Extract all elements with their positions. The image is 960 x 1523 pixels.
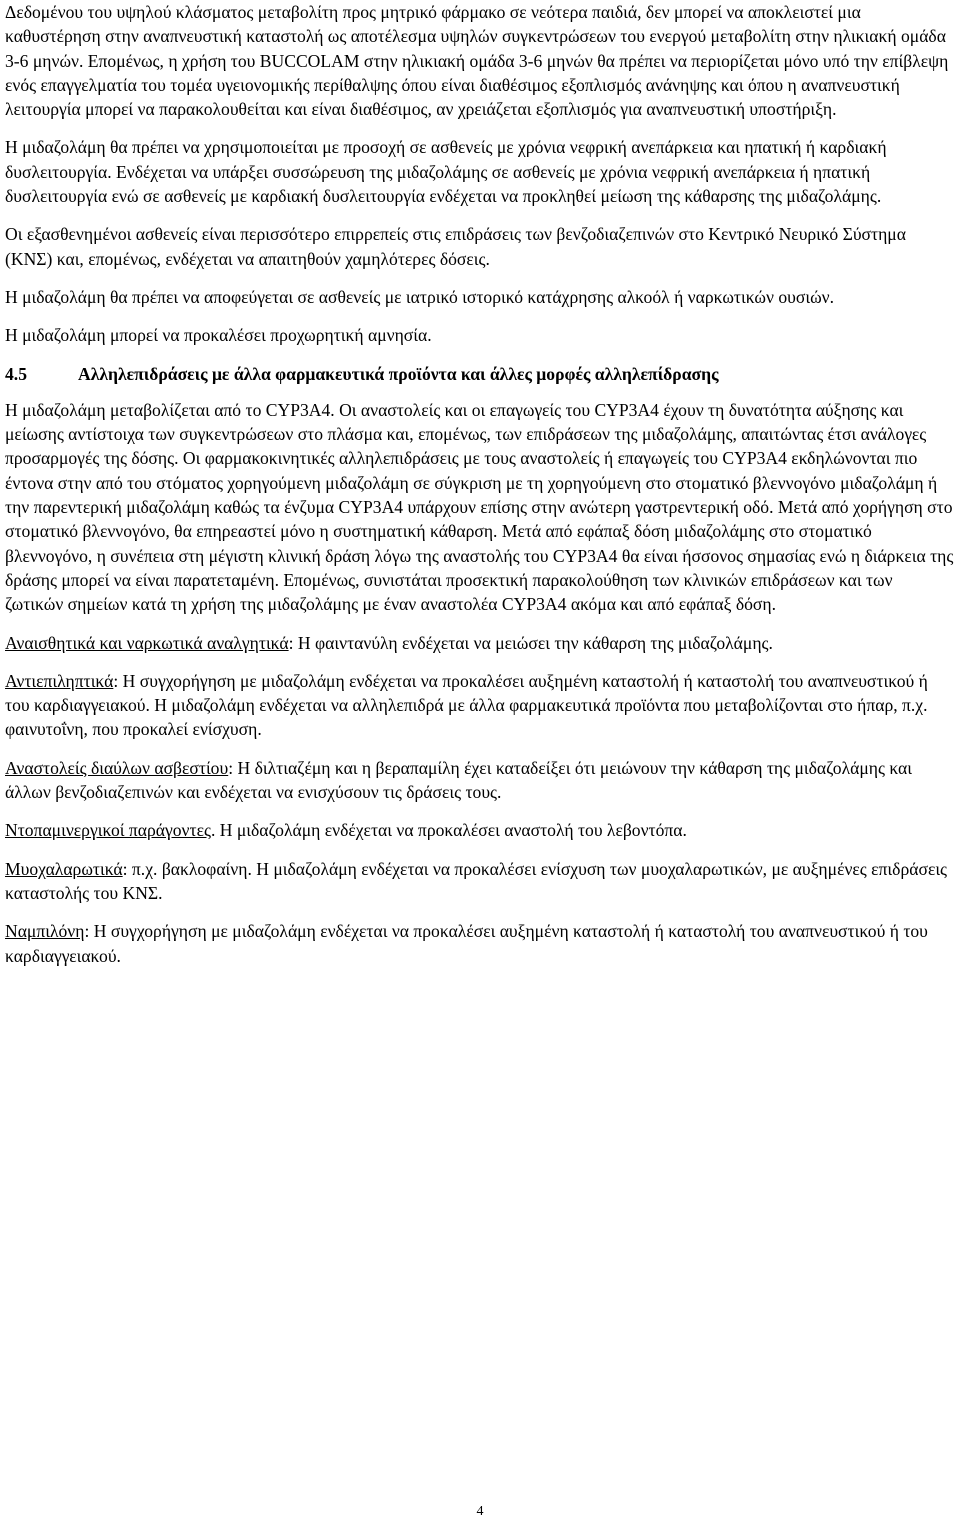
- interaction-term: Ναμπιλόνη: [5, 921, 85, 942]
- interaction-term: Αναστολείς διαύλων ασβεστίου: [5, 757, 229, 778]
- document-page: [5, 0, 955, 982]
- interaction-calcium-channel-blockers: [5, 756, 955, 805]
- paragraph-pediatric-caution: Δεδομένου του υψηλού κλάσματος μεταβολίτη προς μητρικό φάρμακο σε νεότερα παιδιά, δεν μπορεί να αποκλειστεί μια καθυστέρηση στην αναπνευστική καταστολή ως αποτέλεσμα υψηλών συγκεντρώσεων του ενεργού μεταβολίτη στην ηλικιακή ομάδα 3-6 μηνών. Επομένως, η χρήση του BUCCOLAM στην ηλικιακή ομάδα 3-6 μηνών θα πρέπει να περιορίζεται μόνο υπό την επίβλεψη ενός επαγγελματία του τομέα υγειονομικής περίθαλψης όπου είναι διαθέσιμος εξοπλισμός ανάνηψης και όπου η αναπνευστική λειτουργία μπορεί να παρακολουθείται και είναι διαθέσιμος, αν χρειάζεται εξοπλισμός για αναπνευστική υποστήριξη.: [5, 2, 949, 120]
- interaction-nabilone: [5, 919, 955, 968]
- interaction-term: Αντιεπιληπτικά: [5, 670, 114, 691]
- paragraph-debilitated-patients: Οι εξασθενημένοι ασθενείς είναι περισσότερο επιρρεπείς στις επιδράσεις των βενζοδιαζεπινών στο Κεντρικό Νευρικό Σύστημα (ΚΝΣ) και, επομένως, ενδέχεται να απαιτηθούν χαμηλότερες δόσεις.: [5, 224, 906, 269]
- interaction-anaesthetics: [5, 631, 955, 655]
- interaction-term: Μυοχαλαρωτικά: [5, 858, 123, 879]
- section-heading: [5, 362, 955, 386]
- interaction-text: . Η μιδαζολάμη ενδέχεται να προκαλέσει αναστολή του λεβοντόπα.: [210, 820, 687, 841]
- section-title: Αλληλεπιδράσεις με άλλα φαρμακευτικά προϊόντα και άλλες μορφές αλληλεπίδρασης: [78, 363, 719, 384]
- paragraph-substance-abuse: Η μιδαζολάμη θα πρέπει να αποφεύγεται σε ασθενείς με ιατρικό ιστορικό κατάχρησης αλκοόλ ή ναρκωτικών ουσιών.: [5, 286, 835, 307]
- interaction-text: : Η συγχορήγηση με μιδαζολάμη ενδέχεται να προκαλέσει αυξημένη καταστολή ή καταστολή του αναπνευστικού ή του καρδιαγγειακού. Η μιδαζολάμη ενδέχεται να αλληλεπιδρά με άλλα φαρμακευτικά προϊόντα που μεταβολίζονται στο ήπαρ, π.χ. φαινυτοΐνη, που προκαλεί ενίσχυση.: [5, 670, 928, 740]
- section-number: 4.5: [5, 363, 27, 384]
- interaction-dopaminergic: [5, 818, 955, 842]
- interaction-term: Αναισθητικά και ναρκωτικά αναλγητικά: [5, 632, 289, 653]
- interaction-antiepileptics: [5, 669, 955, 742]
- page-number: 4: [476, 1504, 484, 1519]
- paragraph-renal-hepatic: Η μιδαζολάμη θα πρέπει να χρησιμοποιείται με προσοχή σε ασθενείς με χρόνια νεφρική ανεπάρκεια και ηπατική ή καρδιακή δυσλειτουργία. Ενδέχεται να υπάρξει συσσώρευση της μιδαζολάμης σε ασθενείς με χρόνια νεφρική ανεπάρκεια ή ηπατική δυσλειτουργία ενώ σε ασθενείς με καρδιακή δυσλειτουργία ενδέχεται να προκληθεί μείωση της κάθαρσης της μιδαζολάμης.: [5, 137, 887, 207]
- interaction-text: : Η φαιντανύλη ενδέχεται να μειώσει την κάθαρση της μιδαζολάμης.: [288, 632, 773, 653]
- interaction-text: : Η συγχορήγηση με μιδαζολάμη ενδέχεται να προκαλέσει αυξημένη καταστολή ή καταστολή του αναπνευστικού ή του καρδιαγγειακού.: [5, 921, 928, 966]
- interaction-text: : Η διλτιαζέμη και η βεραπαμίλη έχει καταδείξει ότι μειώνουν την κάθαρση της μιδαζολάμης και άλλων βενζοδιαζεπινών και ενδέχεται να ενισχύσουν τις δράσεις τους.: [5, 757, 912, 803]
- interaction-muscle-relaxants: [5, 857, 955, 906]
- interaction-text: : π.χ. βακλοφαίνη. Η μιδαζολάμη ενδέχεται να προκαλέσει ενίσχυση των μυοχαλαρωτικών, με αυξημένες επιδράσεις καταστολής του ΚΝΣ.: [5, 858, 948, 903]
- paragraph-amnesia: Η μιδαζολάμη μπορεί να προκαλέσει προχωρητική αμνησία.: [5, 325, 432, 346]
- interaction-term: Ντοπαμινεργικοί παράγοντες: [5, 820, 211, 841]
- paragraph-cyp3a4: Η μιδαζολάμη μεταβολίζεται από το CYP3A4. Οι αναστολείς και οι επαγωγείς του CYP3A4 έχουν τη δυνατότητα αύξησης και μείωσης αντίστοιχα των συγκεντρώσεων στο πλάσμα και, επομένως, των επιδράσεων της μιδαζολάμης, απαιτώντας έτσι ανάλογες προσαρμογές της δόσης. Οι φαρμακοκινητικές αλληλεπιδράσεις με τους αναστολείς ή επαγωγείς του CYP3A4 εκδηλώνονται πιο έντονα στην από του στόματος χορηγούμενη μιδαζολάμη σε σύγκριση με τη χορηγούμενη στο στοματικό βλεννογόνο μιδαζολάμη ή την παρεντερική μιδαζολάμη καθώς τα ένζυμα CYP3A4 υπάρχουν επίσης στην ανώτερη γαστρεντερική οδό. Μετά από χορήγηση στο στοματικό βλεννογόνο, θα επηρεαστεί μόνο η συστηματική κάθαρση. Μετά από εφάπαξ δόση μιδαζολάμης στο στοματικό βλεννογόνο, η συνέπεια στη μέγιστη κλινική δράση λόγω της αναστολής του CYP3A4 θα είναι ήσσονος σημασίας ενώ η διάρκεια της δράσης μπορεί να είναι παρατεταμένη. Επομένως, συνιστάται προσεκτική παρακολούθηση των κλινικών επιδράσεων και των ζωτικών σημείων κατά τη χρήση της μιδαζολάμης με έναν αναστολέα CYP3A4 ακόμα και από εφάπαξ δόση.: [5, 399, 954, 615]
